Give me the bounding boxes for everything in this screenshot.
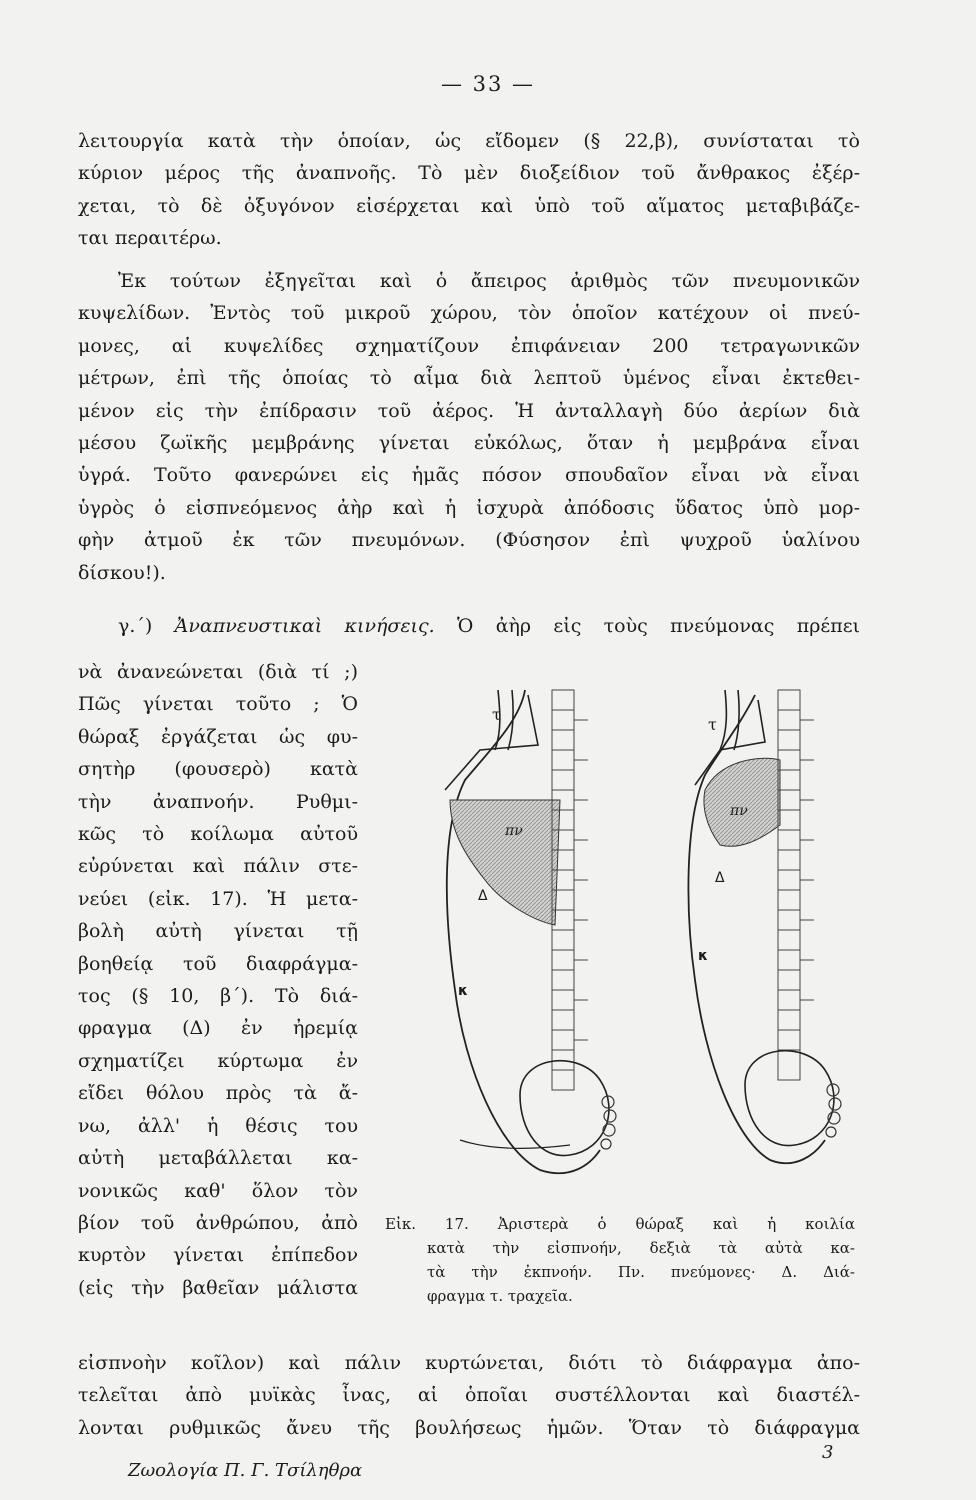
text-line: Πῶς γίνεται τοῦτο ; Ὁ [78, 693, 358, 716]
text-line: σχηματίζει κύρτωμα ἐν [78, 1049, 358, 1072]
text-line: δίσκου!). [78, 561, 166, 584]
thorax-diagram [420, 650, 880, 1210]
text-line: τελεῖται ἀπὸ μυϊκὰς ἶνας, αἱ ὁποῖαι συστέλλονται καὶ διαστέλ- [78, 1384, 860, 1407]
figure-17 [420, 650, 880, 1210]
caption-line: τὰ τὴν ἐκπνοήν. Πν. πνεύμονες· Δ. Διά- [427, 1263, 855, 1281]
text-line: βολὴ αὐτὴ γίνεται τῇ [78, 920, 358, 943]
paragraph-two [78, 265, 860, 589]
text-line: λειτουργία κατὰ τὴν ὁποίαν, ὡς εἴδομεν (§ 22,β), συνίσταται τὸ [78, 130, 860, 152]
section-heading-line [78, 610, 860, 642]
text-line: τὴν ἀναπνοήν. Ρυθμι- [78, 790, 358, 813]
text-line: βοηθείᾳ τοῦ διαφράγμα- [78, 952, 358, 975]
caption-line: Εἰκ. 17. Ἀριστερὰ ὁ θώραξ καὶ ἡ κοιλία [385, 1215, 855, 1233]
text-line: βίον τοῦ ἀνθρώπου, ἀπὸ [78, 1211, 358, 1234]
text-line: κυψελίδων. Ἐντὸς τοῦ μικροῦ χώρου, τὸν ὁποῖον κατέχουν οἱ πνεύ- [78, 302, 860, 325]
text-line: νεύει (εἰκ. 17). Ἡ μετα- [78, 887, 358, 910]
text-line: κύριον μέρος τῆς ἀναπνοῆς. Τὸ μὲν διοξείδιον τοῦ ἄνθρακος ἐξέρ- [78, 162, 860, 185]
text-line: φραγμα (Δ) ἐν ἠρεμίᾳ [78, 1017, 358, 1040]
label-lung-right: πν [730, 803, 748, 819]
label-trachea-right: τ [708, 715, 717, 734]
text-line: λονται ρυθμικῶς ἄνευ τῆς βουλήσεως ἡμῶν. Ὅταν τὸ διάφραγμα [78, 1416, 860, 1439]
text-line: χεται, τὸ δὲ ὀξυγόνον εἰσέρχεται καὶ ὑπὸ τοῦ αἵματος μεταβιβάζε- [78, 194, 860, 217]
text-line: τος (§ 10, β΄). Τὸ διά- [78, 985, 358, 1008]
text-line: νὰ ἀνανεώνεται (διὰ τί ;) [78, 661, 358, 683]
label-abdomen-left: κ [458, 983, 468, 999]
label-diaphragm-right: Δ [715, 870, 725, 886]
text-line: μέτρων, ἐπὶ τῆς ὁποίας τὸ αἷμα διὰ λεπτοῦ ὑμένος εἶναι ἐκτεθει- [78, 367, 860, 390]
text-line: εὐρύνεται καὶ πάλιν στε- [78, 855, 358, 878]
section-title: Ἀναπνευστικαὶ κινήσεις. [174, 615, 435, 637]
text-line: ὑγρά. Τοῦτο φανερώνει εἰς ἡμᾶς πόσον σπουδαῖον εἶναι νὰ εἶναι [78, 464, 860, 487]
text-line: ται περαιτέρω. [78, 227, 222, 250]
text-line: εἰσπνοὴν κοῖλον) καὶ πάλιν κυρτώνεται, διότι τὸ διάφραγμα ἀπο- [78, 1352, 860, 1374]
footer-book-title: Ζωολογία Π. Γ. Τσίληθρα [128, 1460, 363, 1481]
text-line: κυρτὸν γίνεται ἐπίπεδον [78, 1244, 358, 1267]
text-line: αὐτὴ μεταβάλλεται κα- [78, 1147, 358, 1170]
text-line: νονικῶς καθ' ὅλον τὸν [78, 1179, 358, 1202]
text-line: φὴν ἀτμοῦ ἐκ τῶν πνευμόνων. (Φύσησον ἐπὶ ψυχροῦ ὑαλίνου [78, 529, 860, 552]
text-line: μένον εἰς τὴν ἐπίδρασιν τοῦ ἀέρος. Ἡ ἀνταλλαγὴ δύο ἀερίων διὰ [78, 399, 860, 422]
text-line: μέσου ζωϊκῆς μεμβράνης γίνεται εὐκόλως, ὅταν ἡ μεμβράνα εἶναι [78, 432, 860, 455]
signature-mark: 3 [822, 1442, 834, 1463]
text-line: μονες, αἱ κυψελίδες σχηματίζουν ἐπιφάνειαν 200 τετραγωνικῶν [78, 334, 860, 357]
caption-line: κατὰ τὴν εἰσπνοήν, δεξιὰ τὰ αὐτὰ κα- [427, 1239, 855, 1257]
figure-caption [385, 1212, 855, 1308]
caption-line: φραγμα τ. τραχεῖα. [427, 1287, 573, 1305]
label-trachea-left: τ [492, 705, 501, 724]
section-rest: Ὁ ἀὴρ εἰς τοὺς πνεύμονας πρέπει [457, 615, 861, 637]
section-prefix: γ.΄) [118, 615, 153, 637]
text-line: σητὴρ (φουσερὸ) κατὰ [78, 758, 358, 781]
figure-left-inspiration [445, 690, 616, 1173]
figure-right-expiration [688, 690, 841, 1163]
label-abdomen-right: κ [698, 948, 708, 964]
text-line: κῶς τὸ κοίλωμα αὐτοῦ [78, 823, 358, 846]
page-number: — 33 — [440, 72, 536, 96]
paragraph-top [78, 125, 860, 255]
text-line: ὑγρὸς ὁ εἰσπνεόμενος ἀὴρ καὶ ἡ ἰσχυρὰ ἀπόδοσις ὕδατος ὑπὸ μορ- [78, 496, 860, 519]
text-line: εἴδει θόλου πρὸς τὰ ἄ- [78, 1082, 358, 1105]
paragraph-bottom [78, 1347, 860, 1444]
text-line: θώραξ ἐργάζεται ὡς φυ- [78, 725, 358, 748]
text-line: (εἰς τὴν βαθεῖαν μάλιστα [78, 1276, 358, 1299]
text-line: νω, ἀλλ' ἡ θέσις του [78, 1114, 358, 1137]
section-heading [78, 610, 860, 642]
label-lung-left: πν [505, 823, 523, 839]
label-diaphragm-left: Δ [478, 888, 488, 904]
text-line: Ἐκ τούτων ἐξηγεῖται καὶ ὁ ἄπειρος ἀριθμὸς τῶν πνευμονικῶν [118, 270, 860, 292]
narrow-column [78, 656, 358, 1304]
